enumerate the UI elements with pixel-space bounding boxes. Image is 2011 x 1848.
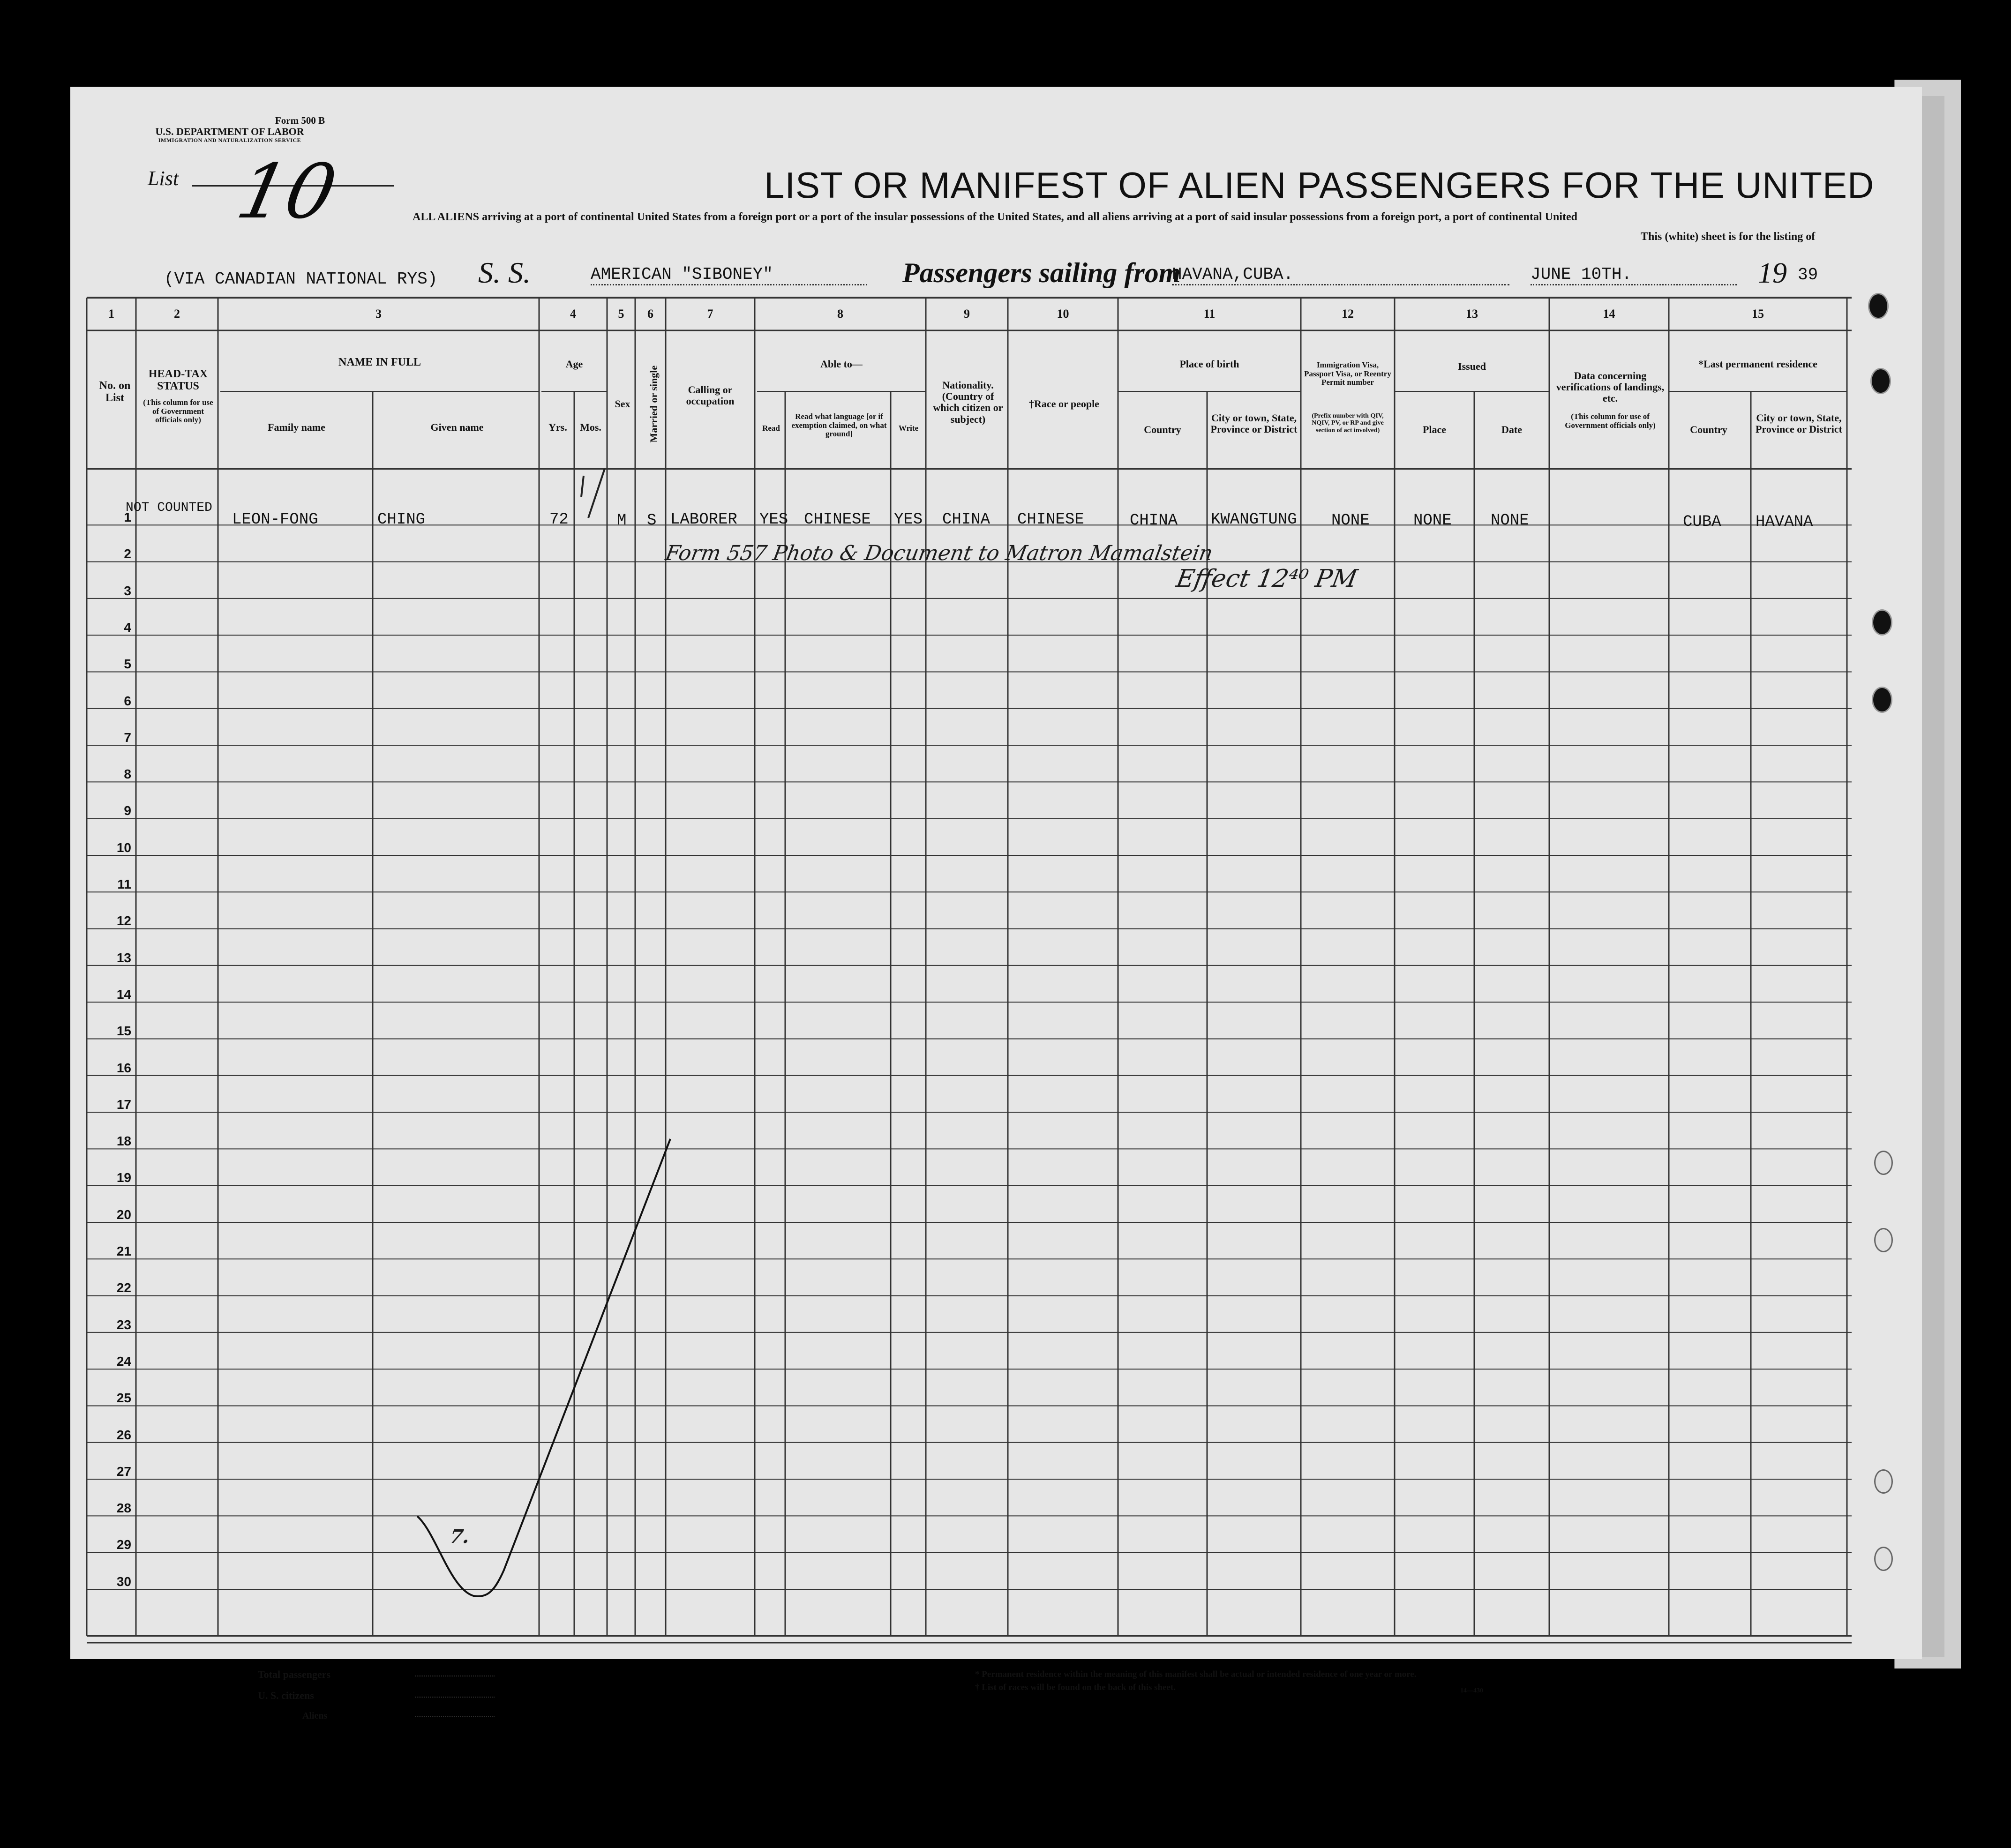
row-number: 7: [124, 730, 131, 745]
header-name-in-full: NAME IN FULL: [338, 356, 421, 368]
row-number: 25: [116, 1391, 131, 1406]
row-number: 16: [116, 1060, 131, 1075]
sailing-label: Passengers sailing from: [902, 257, 1181, 288]
binder-hole: [1868, 293, 1889, 319]
row-number: 19: [116, 1170, 131, 1185]
header-head-tax-note: (This column for use of Government officials only): [143, 398, 213, 425]
cell-age-years: 72: [549, 511, 569, 529]
binder-hole: [1874, 1228, 1893, 1252]
row-number: 27: [116, 1464, 131, 1479]
footer-aliens-line: [415, 1716, 495, 1717]
header-issued: Issued: [1458, 360, 1486, 372]
header-issued-date: Date: [1501, 424, 1522, 435]
cell-occupation: LABORER: [670, 511, 737, 529]
header-no-on-list: No. on List: [99, 380, 131, 404]
cell-head-tax: NOT COUNTED: [126, 501, 212, 515]
binder-hole: [1872, 609, 1892, 636]
ss-label: S. S.: [478, 256, 531, 289]
column-number: 2: [174, 307, 180, 321]
row-number: 26: [116, 1427, 131, 1442]
manifest-title: LIST OR MANIFEST OF ALIEN PASSENGERS FOR THE UNITED: [764, 165, 1875, 206]
header-birth-country: Country: [1144, 424, 1181, 435]
cell-sex: M: [617, 512, 627, 530]
list-label: List: [148, 167, 179, 190]
department-name: U.S. DEPARTMENT OF LABOR: [155, 126, 304, 137]
form-number: Form 500 B: [275, 115, 325, 126]
row-number: 6: [124, 693, 131, 708]
header-read-language: Read what language [or if exemption claimed, on what ground]: [791, 412, 887, 439]
departure-port: HAVANA,CUBA.: [1172, 265, 1509, 285]
row-number: 15: [116, 1024, 131, 1039]
list-number: 10: [230, 148, 344, 235]
row-number: 1: [124, 510, 131, 524]
row-number: 18: [116, 1134, 131, 1149]
cell-family-name: LEON-FONG: [232, 511, 318, 529]
header-data-verifications: Data concerning verifications of landings, etc.: [1556, 370, 1665, 404]
column-number: 5: [618, 307, 624, 321]
row-number: 3: [124, 583, 131, 598]
header-calling: Calling or occupation: [686, 384, 735, 407]
binder-hole: [1872, 687, 1892, 713]
footer-aliens: Aliens: [302, 1711, 328, 1721]
cell-given-name: CHING: [377, 511, 426, 529]
service-name: IMMIGRATION AND NATURALIZATION SERVICE: [158, 137, 301, 143]
row-number: 20: [116, 1207, 131, 1222]
header-given-name: Given name: [430, 421, 484, 433]
row-number: 23: [116, 1317, 131, 1332]
handwritten-mark: 7.: [448, 1526, 472, 1548]
header-place-of-birth: Place of birth: [1179, 358, 1239, 370]
handwritten-note-row-3: Effect 12⁴⁰ PM: [1174, 565, 1360, 593]
header-sex: Sex: [615, 398, 630, 410]
footer-citizens-line: [415, 1697, 495, 1698]
handwritten-note-row-2: Form 557 Photo & Document to Matron Mamalstein: [663, 541, 1215, 565]
row-number: 4: [124, 620, 131, 635]
row-number: 10: [116, 840, 131, 855]
header-family-name: Family name: [268, 421, 325, 433]
row-number: 29: [116, 1537, 131, 1552]
column-number: 8: [837, 307, 843, 321]
row-number: 11: [117, 877, 131, 891]
column-number: 9: [964, 307, 970, 321]
binder-hole: [1874, 1469, 1893, 1494]
column-number: 13: [1466, 307, 1478, 321]
header-issued-place: Place: [1422, 424, 1447, 435]
row-number: 13: [116, 950, 131, 965]
cell-marital: S: [647, 512, 657, 530]
header-residence-city: City or town, State, Province or District: [1756, 412, 1842, 435]
column-number: 1: [108, 307, 114, 321]
column-number: 12: [1342, 307, 1354, 321]
print-code: 14—430: [1460, 1687, 1483, 1694]
column-number: 10: [1057, 307, 1069, 321]
year-prefix: 19: [1758, 257, 1787, 289]
cell-birth-country: CHINA: [1130, 512, 1178, 530]
row-number: 30: [116, 1574, 131, 1589]
binder-hole: [1870, 368, 1891, 394]
footnote-residence: * Permanent residence within the meaning of this manifest shall be actual or intended residence of one year or more.: [975, 1669, 1417, 1679]
header-able-to: Able to—: [820, 358, 863, 370]
row-number: 14: [116, 987, 131, 1002]
header-age-years: Yrs.: [548, 421, 567, 433]
cell-residence-country: CUBA: [1683, 513, 1721, 531]
cell-issued-place: NONE: [1413, 512, 1452, 530]
ship-name: AMERICAN "SIBONEY": [591, 265, 867, 285]
row-number: 28: [116, 1501, 131, 1516]
footer-total-passengers: Total passengers: [258, 1668, 331, 1680]
column-number: 11: [1203, 307, 1216, 321]
header-write: Write: [898, 424, 919, 433]
cell-residence-city: HAVANA: [1756, 513, 1813, 531]
header-visa: Immigration Visa, Passport Visa, or Reentry Permit number: [1304, 360, 1391, 387]
binder-hole: [1874, 1547, 1893, 1571]
header-age-months: Mos.: [580, 421, 601, 433]
header-residence-country: Country: [1690, 424, 1727, 435]
column-number: 4: [570, 307, 576, 321]
column-number: 6: [647, 307, 653, 321]
column-number: 7: [707, 307, 713, 321]
column-number: 3: [375, 307, 382, 321]
header-visa-note: (Prefix number with QIV, NQIV, PV, or RP and give section of act involved): [1312, 412, 1384, 434]
row-number: 21: [116, 1244, 131, 1258]
header-married: Married or single: [647, 365, 660, 443]
cell-write: YES: [894, 511, 923, 529]
cell-birth-city: KWANGTUNG: [1211, 511, 1297, 529]
header-data-note: (This column for use of Government officials only): [1565, 412, 1656, 430]
cell-issued-date: NONE: [1491, 512, 1529, 530]
sailing-date: JUNE 10TH.: [1531, 265, 1737, 285]
row-number: 2: [124, 546, 131, 561]
row-number: 9: [124, 803, 131, 818]
header-birth-city: City or town, State, Province or District: [1210, 412, 1298, 435]
footer-us-citizens: U. S. citizens: [258, 1690, 314, 1701]
header-nationality: Nationality. (Country of which citizen or subject): [933, 379, 1003, 425]
header-race: †Race or people: [1029, 398, 1099, 410]
cell-read: YES: [759, 511, 788, 529]
column-number: 15: [1752, 307, 1764, 321]
subtitle-line-2: This (white) sheet is for the listing of: [1641, 231, 1816, 243]
footnote-races: † List of races will be found on the back of this sheet.: [975, 1683, 1176, 1692]
row-number: 24: [116, 1354, 131, 1369]
cell-race: CHINESE: [1017, 511, 1084, 529]
cell-language: CHINESE: [804, 511, 871, 529]
row-number: 22: [116, 1280, 131, 1295]
row-number: 5: [124, 657, 131, 672]
row-number: 8: [124, 767, 131, 782]
year-suffix: 39: [1798, 265, 1818, 284]
header-last-residence: *Last permanent residence: [1698, 358, 1817, 370]
column-number: 14: [1603, 307, 1615, 321]
header-age: Age: [565, 358, 583, 370]
row-number: 12: [116, 913, 131, 928]
row-number: 17: [116, 1097, 131, 1112]
binder-hole: [1874, 1151, 1893, 1175]
cell-visa: NONE: [1331, 512, 1370, 530]
age-check-mark: [581, 469, 605, 518]
header-head-tax: HEAD-TAX STATUS: [148, 368, 208, 393]
cell-nationality: CHINA: [942, 511, 990, 529]
subtitle-line-1: ALL ALIENS arriving at a port of continental United States from a foreign port or a port of the insular possessions of the United States, and all aliens arriving at a port of said insular possessions from a foreign port, a port of continental United: [413, 211, 1577, 223]
header-read: Read: [762, 424, 780, 433]
via-note: (VIA CANADIAN NATIONAL RYS): [164, 269, 438, 289]
